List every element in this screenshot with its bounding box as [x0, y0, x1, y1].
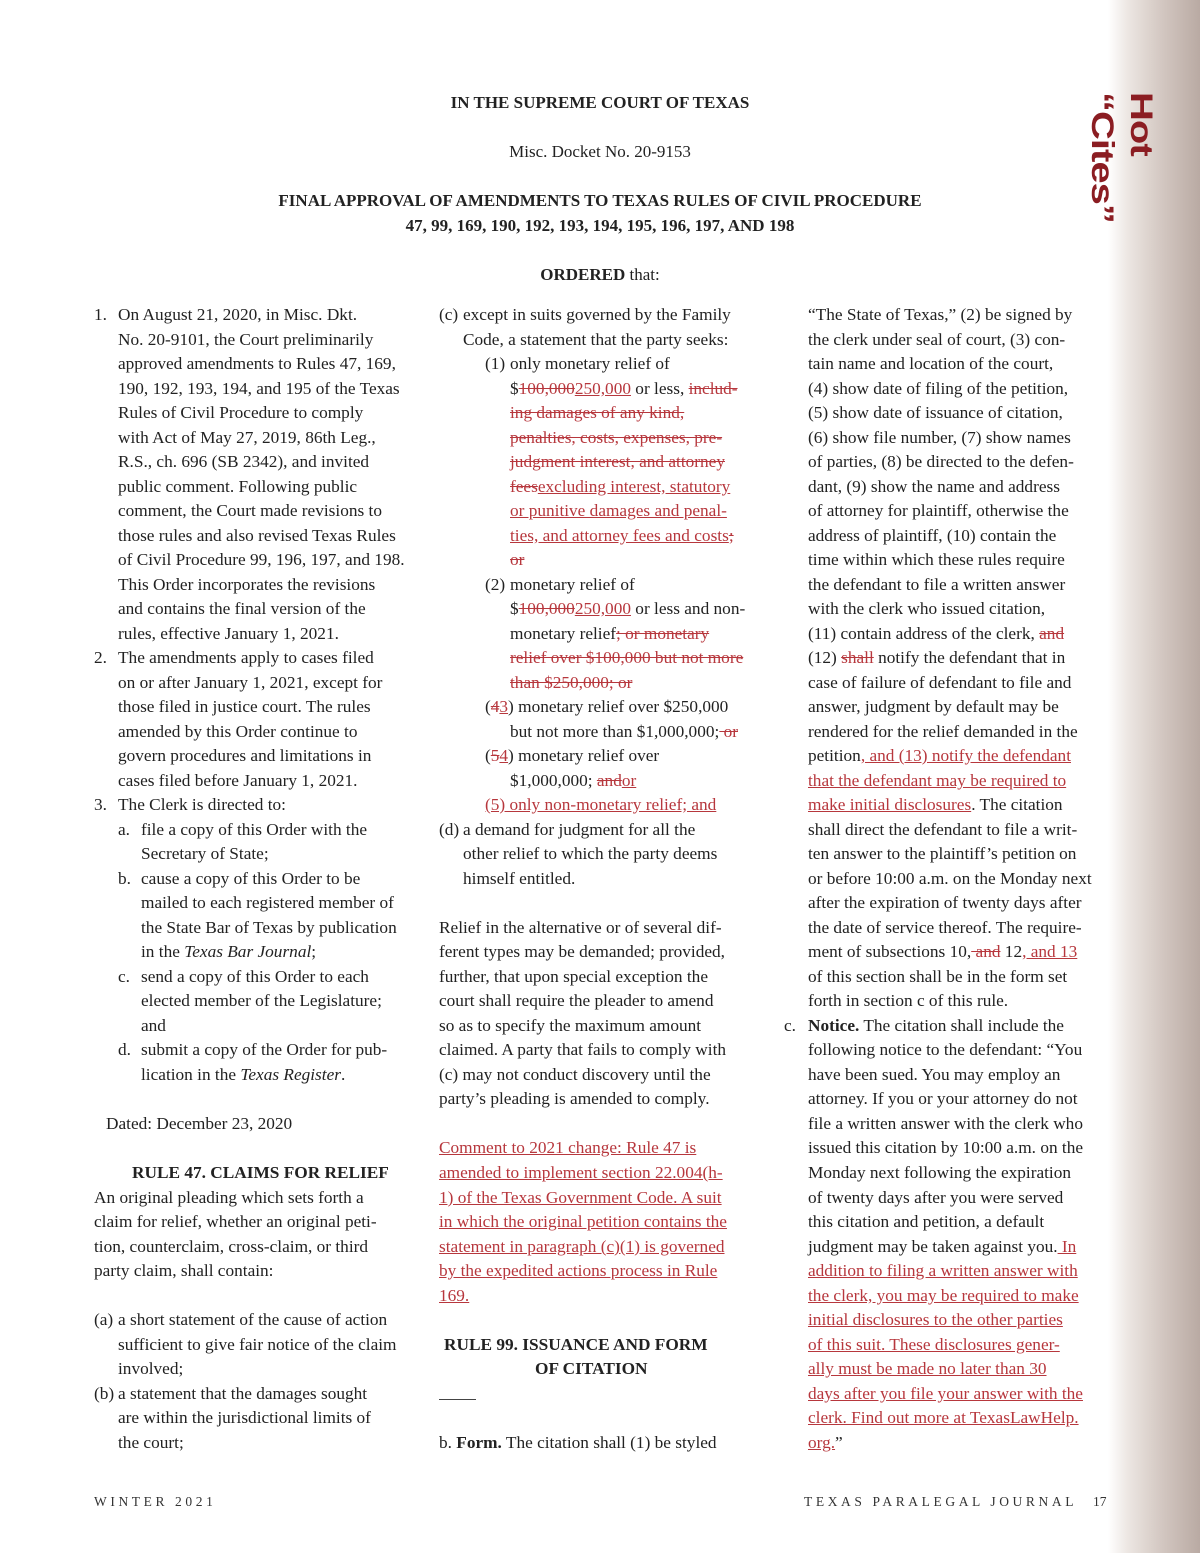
text-line: monetary relief of — [510, 575, 635, 594]
inserted-text: org. — [808, 1433, 836, 1452]
text-line — [808, 648, 1065, 668]
deleted-text: ing damages of any kind, — [510, 403, 685, 422]
inserted-text: days after you file your answer with the — [808, 1384, 1083, 1403]
text-line — [808, 624, 1064, 644]
inserted-text: ties, and attorney fees and costs — [510, 526, 729, 545]
text-line: An original pleading which sets forth a — [94, 1188, 364, 1207]
text-line: cause a copy of this Order to be — [141, 869, 361, 888]
text-line: are within the jurisdictional limits of — [118, 1408, 371, 1427]
text-line: of attorney for plaintiff, otherwise the — [808, 501, 1069, 520]
text-line: shall direct the defendant to file a writ- — [808, 820, 1078, 839]
text-line: R.S., ch. 696 (SB 2342), and invited — [118, 452, 370, 471]
inserted-text: 4 — [499, 746, 509, 765]
text-span: or less, — [630, 379, 689, 398]
text-line: a demand for judgment for all the — [463, 820, 696, 839]
list-marker: c. — [784, 1016, 796, 1035]
docket-number: Misc. Docket No. 20-9153 — [509, 142, 691, 161]
text-line: court shall require the pleader to amend — [439, 991, 714, 1010]
text-span: notify the defendant that in — [873, 648, 1066, 667]
text-line: govern procedures and limitations in — [118, 746, 372, 765]
deleted-text: penalties, costs, expenses, pre- — [510, 428, 723, 447]
text-line: case of failure of defendant to file and — [808, 673, 1072, 692]
section-tab-title: Hot “Cites” — [1084, 92, 1159, 223]
text-line: himself entitled. — [463, 869, 576, 888]
text-line: of Civil Procedure 99, 196, 197, and 198. — [118, 550, 405, 569]
deleted-text: 5 — [490, 746, 500, 765]
text-line: time within which these rules require — [808, 550, 1065, 569]
text-line: the State Bar of Texas by publication — [141, 918, 397, 937]
text-line: elected member of the Legislature; — [141, 991, 382, 1010]
text-span: The citation shall (1) be styled — [501, 1433, 717, 1452]
text-line: party claim, shall contain: — [94, 1261, 274, 1280]
text-span: petition — [808, 746, 861, 765]
list-marker: 2. — [94, 648, 107, 667]
text-span: $1,000,000; — [510, 771, 597, 790]
order-title-line-1: FINAL APPROVAL OF AMENDMENTS TO TEXAS RULES OF CIVIL PROCEDURE — [278, 191, 922, 210]
text-line: Monday next following the expiration — [808, 1163, 1072, 1182]
inserted-text: 3 — [499, 697, 509, 716]
text-line: on or after January 1, 2021, except for — [118, 673, 383, 692]
text-span: ; — [311, 942, 317, 961]
inserted-text: addition to filing a written answer with — [808, 1261, 1078, 1280]
text-line: (5) show date of issuance of citation, — [808, 403, 1063, 422]
text-line: those filed in justice court. The rules — [118, 697, 371, 716]
deleted-text: and — [971, 942, 1001, 961]
text-line: so as to specify the maximum amount — [439, 1016, 702, 1035]
deleted-text: than $250,000; or — [510, 673, 633, 692]
text-line: This Order incorporates the revisions — [118, 575, 376, 594]
text-line: after the expiration of twenty days after — [808, 893, 1082, 912]
inserted-text: 250,000 — [574, 599, 631, 618]
text-line: file a copy of this Order with the — [141, 820, 368, 839]
text-line: with Act of May 27, 2019, 86th Leg., — [118, 428, 376, 447]
text-line: (6) show file number, (7) show names — [808, 428, 1071, 447]
text-line: of twenty days after you were served — [808, 1188, 1064, 1207]
text-line: claimed. A party that fails to comply with — [439, 1040, 727, 1059]
list-marker: d. — [118, 1040, 131, 1059]
text-span: judgment may be taken against you. — [808, 1237, 1058, 1256]
text-line: Relief in the alternative or of several dif- — [439, 918, 722, 937]
text-line — [808, 1237, 1076, 1257]
text-span: The citation shall include the — [859, 1016, 1064, 1035]
text-span: b. — [439, 1433, 457, 1452]
text-line: following notice to the defendant: “You — [808, 1040, 1083, 1059]
text-line: mailed to each registered member of — [141, 893, 394, 912]
text-line: a statement that the damages sought — [118, 1384, 368, 1403]
text-line: Code, a statement that the party seeks: — [463, 330, 729, 349]
deleted-text: 100,000 — [518, 599, 575, 618]
inserted-text: ally must be made no later than 30 — [808, 1359, 1047, 1378]
text-line: other relief to which the party deems — [463, 844, 718, 863]
list-marker: b. — [118, 869, 131, 888]
text-line: party’s pleading is amended to comply. — [439, 1089, 710, 1108]
deleted-text: 100,000 — [518, 379, 575, 398]
comment-line: in which the original petition contains the — [439, 1212, 727, 1231]
text-line: the clerk under seal of court, (3) con- — [808, 330, 1066, 349]
text-line: this citation and petition, a default — [808, 1212, 1045, 1231]
comment-line: amended to implement section 22.004(h- — [439, 1163, 723, 1182]
text-span: . The citation — [971, 795, 1063, 814]
text-line — [510, 379, 738, 399]
text-line: have been sued. You may employ an — [808, 1065, 1061, 1084]
text-line: address of plaintiff, (10) contain the — [808, 526, 1057, 545]
comment-line: statement in paragraph (c)(1) is governed — [439, 1237, 725, 1256]
comment-line: 1) of the Texas Government Code. A suit — [439, 1188, 722, 1207]
text-line: file a written answer with the clerk who — [808, 1114, 1083, 1133]
inserted-text: (5) only non-monetary relief; and — [485, 795, 717, 814]
text-line: comment, the Court made revisions to — [118, 501, 382, 520]
deleted-text: judgment interest, and attorney — [510, 452, 725, 471]
text-line: public comment. Following public — [118, 477, 358, 496]
text-line: and contains the final version of the — [118, 599, 366, 618]
deleted-text: fees — [510, 477, 538, 496]
list-marker: (2) — [485, 575, 506, 594]
text-line: attorney. If you or your attorney do not — [808, 1089, 1078, 1108]
text-line — [485, 746, 659, 766]
inserted-text: , and 13 — [1022, 942, 1078, 961]
text-line: send a copy of this Order to each — [141, 967, 369, 986]
text-line: submit a copy of the Order for pub- — [141, 1040, 388, 1059]
list-marker: (b) — [94, 1384, 115, 1403]
text-span: ment of subsections 10, — [808, 942, 972, 961]
publication-name: Texas Bar Journal — [184, 942, 312, 961]
text-span: . — [340, 1065, 346, 1084]
inserted-text: clerk. Find out more at TexasLawHelp. — [808, 1408, 1079, 1427]
ordered-keyword: ORDERED — [540, 265, 626, 284]
comment-line: by the expedited actions process in Rule — [439, 1261, 718, 1280]
list-marker: (a) — [94, 1310, 114, 1329]
list-marker: c. — [118, 967, 130, 986]
text-line: tion, counterclaim, cross-claim, or third — [94, 1237, 369, 1256]
text-line — [510, 624, 709, 644]
text-line: Secretary of State; — [141, 844, 269, 863]
publication-name: Texas Register — [240, 1065, 341, 1084]
text-line — [510, 722, 738, 742]
text-line — [808, 746, 1071, 766]
text-line: amended by this Order continue to — [118, 722, 358, 741]
text-line: approved amendments to Rules 47, 169, — [118, 354, 396, 373]
subsection-title: Notice. — [808, 1016, 860, 1035]
inserted-text: or — [621, 771, 637, 790]
inserted-text: excluding interest, statutory — [537, 477, 731, 496]
text-line: cases filed before January 1, 2021. — [118, 771, 358, 790]
text-line: the defendant to file a written answer — [808, 575, 1066, 594]
text-line: 190, 192, 193, 194, and 195 of the Texas — [118, 379, 400, 398]
text-span: monetary relief — [510, 624, 617, 643]
text-span: lication in the — [141, 1065, 241, 1084]
text-line: sufficient to give fair notice of the claim — [118, 1335, 397, 1354]
list-marker: (c) — [439, 305, 459, 324]
text-line — [510, 599, 745, 619]
page-number: 17 — [1093, 1494, 1107, 1509]
text-line: the date of service thereof. The require- — [808, 918, 1082, 937]
deleted-text: relief over $100,000 but not more — [510, 648, 744, 667]
inserted-text: or punitive damages and penal- — [510, 501, 727, 520]
text-line: No. 20-9101, the Court preliminarily — [118, 330, 374, 349]
text-line: with the clerk who issued citation, — [808, 599, 1046, 618]
text-line: Rules of Civil Procedure to comply — [118, 403, 364, 422]
list-marker: a. — [118, 820, 130, 839]
text-span: but not more than $1,000,000; — [510, 722, 720, 741]
text-line — [808, 942, 1077, 962]
footer-publication: TEXAS PARALEGAL JOURNAL — [804, 1494, 1078, 1509]
inserted-text: 250,000 — [574, 379, 631, 398]
text-line: of parties, (8) be directed to the defen- — [808, 452, 1074, 471]
deleted-text: ; or monetary — [616, 624, 710, 643]
inserted-text: make initial disclosures — [808, 795, 972, 814]
list-marker: (d) — [439, 820, 460, 839]
text-span: ” — [835, 1433, 843, 1452]
inserted-text: initial disclosures to the other parties — [808, 1310, 1063, 1329]
text-span: $ — [510, 379, 519, 398]
text-span: ) monetary relief over — [508, 746, 660, 765]
comment-line: 169. — [439, 1286, 470, 1305]
inserted-text: , and (13) notify the defendant — [860, 746, 1071, 765]
footer-issue: WINTER 2021 — [94, 1494, 217, 1509]
subsection-title: Form. — [456, 1433, 502, 1452]
text-line — [510, 771, 636, 791]
ordered-line — [0, 265, 1200, 285]
deleted-text: and — [1039, 624, 1065, 643]
inserted-text: In — [1057, 1237, 1077, 1256]
text-line: ten answer to the plaintiff’s petition on — [808, 844, 1077, 863]
text-line: answer, judgment by default may be — [808, 697, 1059, 716]
rule-99-heading: RULE 99. ISSUANCE AND FORM — [444, 1335, 708, 1354]
text-line: or before 10:00 a.m. on the Monday next — [808, 869, 1092, 888]
text-line — [808, 795, 1063, 815]
text-span: ( — [485, 746, 491, 765]
inserted-text: that the defendant may be required to — [808, 771, 1067, 790]
text-span: (12) — [808, 648, 842, 667]
text-line: a short statement of the cause of action — [118, 1310, 388, 1329]
text-line: the court; — [118, 1433, 184, 1452]
text-line: (4) show date of filing of the petition, — [808, 379, 1069, 398]
text-line — [141, 1065, 345, 1085]
list-marker: 3. — [94, 795, 107, 814]
text-line: issued this citation by 10:00 a.m. on the — [808, 1138, 1084, 1157]
deleted-text: shall — [841, 648, 874, 667]
divider-line — [439, 1399, 476, 1400]
text-line: and — [141, 1016, 166, 1035]
text-line: The Clerk is directed to: — [118, 795, 286, 814]
text-line: of this section shall be in the form set — [808, 967, 1068, 986]
text-line: “The State of Texas,” (2) be signed by — [808, 305, 1073, 324]
text-span: ( — [485, 697, 491, 716]
text-line: except in suits governed by the Family — [463, 305, 731, 324]
deleted-text: ; — [728, 526, 734, 545]
text-line: involved; — [118, 1359, 184, 1378]
text-span: (11) contain address of the clerk, — [808, 624, 1040, 643]
text-line: rules, effective January 1, 2021. — [118, 624, 339, 643]
list-marker: (1) — [485, 354, 506, 373]
text-line: those rules and also revised Texas Rules — [118, 526, 396, 545]
inserted-text: the clerk, you may be required to make — [808, 1286, 1079, 1305]
text-line — [485, 697, 728, 717]
court-heading: IN THE SUPREME COURT OF TEXAS — [450, 93, 750, 112]
ordered-rest: that: — [625, 265, 660, 284]
text-line: The amendments apply to cases filed — [118, 648, 374, 667]
text-line — [510, 526, 734, 546]
text-span: ) monetary relief over $250,000 — [508, 697, 729, 716]
text-line: only monetary relief of — [510, 354, 670, 373]
text-line: dant, (9) show the name and address — [808, 477, 1060, 496]
deleted-text: or — [510, 550, 525, 569]
text-line: rendered for the relief demanded in the — [808, 722, 1078, 741]
text-line — [439, 1433, 717, 1453]
inserted-text: of this suit. These disclosures gener- — [808, 1335, 1060, 1354]
text-line — [808, 1016, 1064, 1036]
text-span: 12 — [1000, 942, 1023, 961]
dated-line: Dated: December 23, 2020 — [106, 1114, 293, 1133]
deleted-text: 4 — [490, 697, 500, 716]
text-line: further, that upon special exception the — [439, 967, 708, 986]
text-line: claim for relief, whether an original peti- — [94, 1212, 377, 1231]
list-marker: 1. — [94, 305, 107, 324]
text-line — [510, 477, 730, 497]
text-line: forth in section c of this rule. — [808, 991, 1009, 1010]
text-line: (c) may not conduct discovery until the — [439, 1065, 711, 1084]
text-span: $ — [510, 599, 519, 618]
order-title-line-2: 47, 99, 169, 190, 192, 193, 194, 195, 196, 197, AND 198 — [405, 216, 795, 235]
comment-line: Comment to 2021 change: Rule 47 is — [439, 1138, 697, 1157]
rule-99-heading-cont: OF CITATION — [535, 1359, 648, 1378]
deleted-text: and — [596, 771, 622, 790]
text-span: or less and non- — [630, 599, 746, 618]
text-span: in the — [141, 942, 185, 961]
deleted-text: includ- — [688, 379, 738, 398]
text-line — [808, 1433, 843, 1453]
text-line: tain name and location of the court, — [808, 354, 1054, 373]
text-line: On August 21, 2020, in Misc. Dkt. — [118, 305, 358, 324]
text-line: ferent types may be demanded; provided, — [439, 942, 726, 961]
rule-47-heading: RULE 47. CLAIMS FOR RELIEF — [132, 1163, 389, 1182]
text-line — [141, 942, 316, 962]
deleted-text: or — [719, 722, 738, 741]
